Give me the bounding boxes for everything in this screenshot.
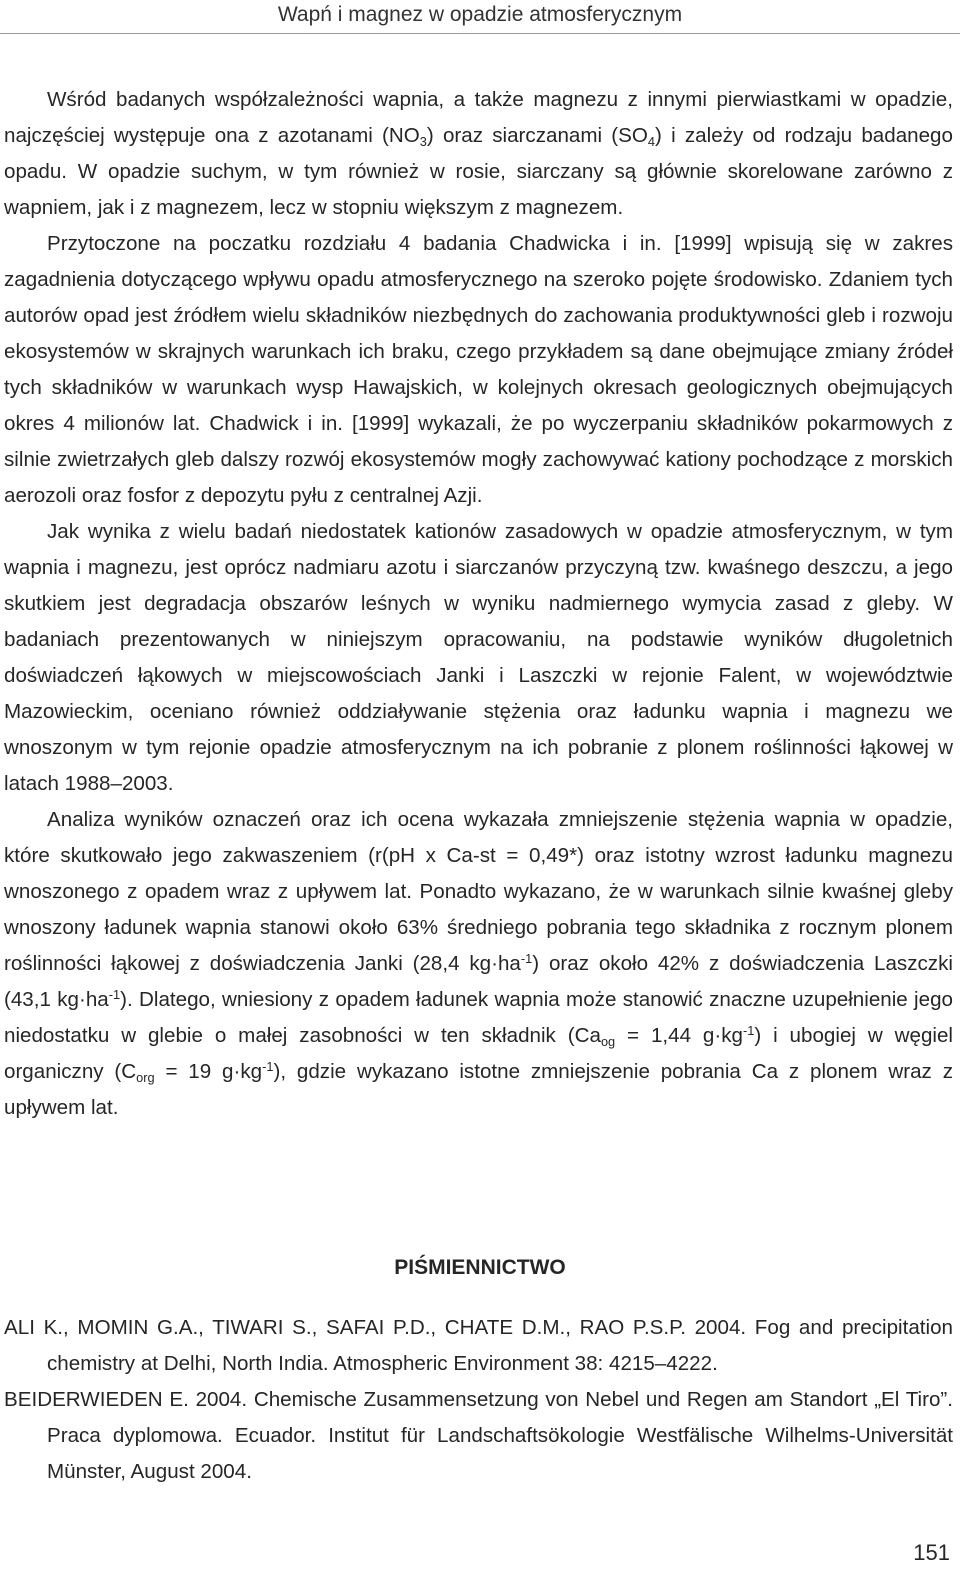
- references-heading: PIŚMIENNICTWO: [394, 1256, 566, 1279]
- paragraph-4-part-a: Analiza wyników oznaczeń oraz ich ocena wykazała zmniejszenie stężenia wapnia w opadzie, które skutkowało jego zakwaszeniem (r(pH x Ca-st = 0,49*) oraz istotny wzrost ładunku magnezu wnoszonego z opadem wraz z upływem lat. Ponadto wykazano, że w warunkach silnie kwaśnej gleby wnoszony ładunek wapnia stanowi około 63% średniego pobrania tego składnika z rocznym plonem roślinności łąkowej z doświadczenia Janki (28,4 kg·ha: [4, 808, 953, 975]
- paragraph-4-part-c: ). Dlatego, wniesiony z opadem ładunek wapnia może stanowić znaczne uzupełnienie jego niedostatku w glebie o małej zasobności w ten składnik (Ca: [4, 988, 953, 1047]
- running-header: Wapń i magnez w opadzie atmosferycznym: [277, 3, 683, 26]
- paragraph-2: Przytoczone na poczatku rozdziału 4 badania Chadwicka i in. [1999] wpisują się w zakres zagadnienia dotyczącego wpływu opadu atmosferycznego na szeroko pojęte środowisko. Zdaniem tych autorów opad jest źródłem wielu składników niezbędnych do zachowania produktywności gleb i rozwoju ekosystemów w skrajnych warunkach ich braku, czego przykładem są dane obejmujące zmiany źródeł tych składników w warunkach wysp Hawajskich, w kolejnych okresach geologicznych obejmujących okres 4 milionów lat. Chadwick i in. [1999] wykazali, że po wyczerpaniu składników pokarmowych z silnie zwietrzałych gleb dalszy rozwój ekosystemów mogły zachowywać kationy pochodzące z morskich aerozoli oraz fosfor z depozytu pyłu z centralnej Azji.: [4, 232, 953, 507]
- paragraph-4-part-d: = 1,44 g·kg: [615, 1024, 743, 1047]
- paragraph-4-part-b: ) oraz około 42% z doświadczenia Laszczki (43,1 kg·ha: [4, 952, 953, 1011]
- paragraph-4-part-e: ) i ubogiej w węgiel organiczny (C: [4, 1024, 953, 1083]
- references-list: [4, 1310, 953, 1490]
- superscript-unit: -1: [742, 1022, 755, 1038]
- subscript-org: org: [136, 1070, 155, 1086]
- paragraph-4-part-g: ), gdzie wykazano istotne zmniejszenie pobrania Ca z plonem wraz z upływem lat.: [4, 1060, 953, 1119]
- reference-entry: ALI K., MOMIN G.A., TIWARI S., SAFAI P.D., CHATE D.M., RAO P.S.P. 2004. Fog and precipitation chemistry at Delhi, North India. Atmospheric Environment 38: 4215–4222.: [4, 1316, 953, 1375]
- paragraph-1-part-b: ) oraz siarczanami (SO: [426, 124, 648, 147]
- body-text: [4, 82, 953, 1126]
- subscript-no3: 3: [419, 134, 427, 150]
- superscript-unit: -1: [108, 986, 121, 1002]
- superscript-unit: -1: [520, 950, 533, 966]
- subscript-so4: 4: [647, 134, 656, 150]
- header-divider: [0, 33, 960, 34]
- paragraph-4-part-f: = 19 g·kg: [154, 1060, 263, 1083]
- paragraph-1-part-a: Wśród badanych współzależności wapnia, a także magnezu z innymi pierwiastkami w opadzie, najczęściej występuje ona z azotanami (NO: [4, 88, 953, 147]
- paragraph-1-part-c: ) i zależy od rodzaju badanego opadu. W opadzie suchym, w tym również w rosie, siarczany są głównie skorelowane zarówno z wapniem, jak i z magnezem, lecz w stopniu większym z magnezem.: [4, 124, 953, 219]
- subscript-og: og: [600, 1034, 616, 1050]
- paragraph-1: [4, 82, 953, 226]
- page-number: 151: [913, 1540, 950, 1565]
- paragraph-3: Jak wynika z wielu badań niedostatek kationów zasadowych w opadzie atmosferycznym, w tym wapnia i magnezu, jest oprócz nadmiaru azotu i siarczanów przyczyną tzw. kwaśnego deszczu, a jego skutkiem jest degradacja obszarów leśnych w wyniku nadmiernego wymycia zasad z gleby. W badaniach prezentowanych w niniejszym opracowaniu, na podstawie wyników długoletnich doświadczeń łąkowych w miejscowościach Janki i Laszczki w rejonie Falent, w województwie Mazowieckim, oceniano również oddziaływanie stężenia oraz ładunku wapnia i magnezu we wnoszonym w tym rejonie opadzie atmosferycznym na ich pobranie z plonem roślinności łąkowej w latach 1988–2003.: [4, 520, 953, 795]
- reference-entry: BEIDERWIEDEN E. 2004. Chemische Zusammensetzung von Nebel und Regen am Standort „El Tiro”. Praca dyplomowa. Ecuador. Institut für Landschaftsökologie Westfälische Wilhelms-Universität Münster, August 2004.: [4, 1388, 953, 1483]
- superscript-unit: -1: [262, 1058, 274, 1074]
- paragraph-4: [4, 802, 953, 1126]
